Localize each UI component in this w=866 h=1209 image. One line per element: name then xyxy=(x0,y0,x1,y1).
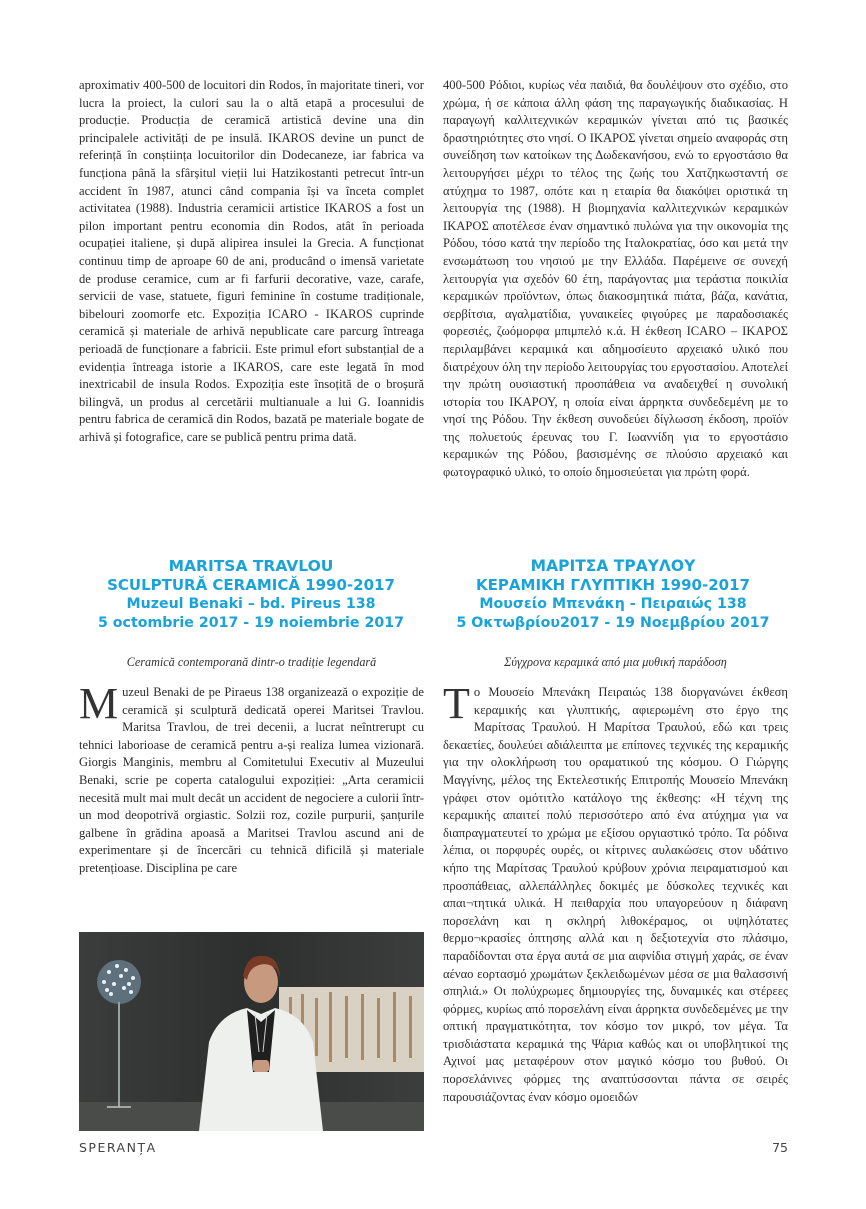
page-number: 75 xyxy=(772,1140,788,1155)
article-text-gr: ο Μουσείο Μπενάκη Πειραιώς 138 διοργανώνει έκθεση κεραμικής και γλυπτικής, αφιερωμένη στο έργο της Μαρίτσας Τραυλού. Η Μαρίτσα Τραυλού, εδώ και τρεις δεκαετίες, δουλεύει αδιάλειπτα με επίπονες τεχνικές της κεραμικής για την ολοκλήρωση του οραματικού της κόσμου. Ο Γιώργης Μαγγίνης, μέλος της Εκτελεστικής Επιτροπής Μουσείο Μπενάκη γράφει στον ομότιτλο κατάλογο της έκθεσης: «Η τέχνη της κεραμικής απαιτεί πολύ περισσότερο από ένα ατύχημα για να διαπραγματευτεί το χρώμα με εξίσου οργιαστικό τρόπο. Τα ρόδινα λέπια, οι πορφυρές ουρές, οι κίτρινες αυλακώσεις στον υδάτινο κήπο της Μαρίτσας Τραυλού κρύβουν χρόνια πειραματισμού και προσπάθειας, αλλεπάλληλες δοκιμές με δύσκολες τεχνικές και απαι¬τητικά υλικά. Η πειθαρχία που υπαγορεύουν η διάφανη πορσελάνη και η σκληρή λιθοκέραμος, οι υψηλότατες θερμο¬κρασίες όπτησης αλλά και η δεξιοτεχνία στο πλάσιμο, παραδίδονται στα έργα αυτά σε μια αιφνίδια στιγμή χαράς, σε έναν αέναο εορτασμό χρωμάτων ξεκλειδωμένων μέσα σε μια θαλασσινή σπηλιά.» Οι πολύχρωμες δημιουργίες της, δυναμικές και στέρεες φόρμες, κυρίως από πορσελάνη είναι άρρηκτα συνδεδεμένες με την οπτική πραγματικότητα, τον κόσμο τον μικρό, τον μέγα. Τα τρισδιάστατα κεραμικά της Ψάρια καθώς και οι υποβλητικοί της Αχινοί μας μεταφέρουν στον μαγικό κόσμο του βυθού. Οι πορσελάνινες φόρμες της αναπτύσσονται πάντα σε σειρές παρουσιάζοντας έναν κόσμο ομοειδών xyxy=(443,685,788,1104)
artist-photo-illustration xyxy=(79,932,424,1131)
drop-cap: M xyxy=(79,684,119,728)
article-subtitle-ro: SCULPTURĂ CERAMICĂ 1990-2017 xyxy=(107,576,395,594)
top-left-paragraph: aproximativ 400-500 de locuitori din Rodos, în majoritate tineri, vor lucra la proiect, la culori sau la o altă etapă a procesului de producție. Producția de ceramică artistică devine una din principalele activități de pe insulă. IKAROS devine un punct de referință în conștiința locuitorilor din Dodecaneze, iar fabrica va funcționa până la sfârșitul vieții lui Hatzikostanti petrecut într-un accident în 1987, atunci când compania își va înceta complet activitatea (1988). Industria ceramicii artistice IKAROS a fost un pilon important pentru economia din Rodos, atât în perioada ocupației italiene, și după alipirea insulei la Grecia. A funcționat continuu timp de aproape 60 de ani, producând o imensă varietate de produse ceramice, cum ar fi farfurii decorative, vaze, carafe, servicii de vase, statuete, figuri feminine în costume tradiționale, bibelouri zoomorfe etc. Expoziția ICARO - IKAROS cuprinde ceramică și materiale de arhivă nepublicate care parcurg întreaga perioadă de funcționare a fabricii. Este primul efort substanțial de a evidenția întreaga istorie a IKAROS, care este legată în mod inextricabil de insula Rodos. Expoziția este însoțită de o broșură bilingvă, un produs al cercetării multianuale a lui G. Ioannidis pentru fabrica de ceramică din Rodos, bazată pe materiale bogate de arhivă și fotografice, care se publică pentru prima dată. xyxy=(79,78,424,444)
article-body-gr xyxy=(443,684,788,1136)
top-right-paragraph: 400-500 Ρόδιοι, κυρίως νέα παιδιά, θα δουλέψουν στο σχέδιο, στο χρώμα, ή σε κάποια άλλη φάση της παραγωγικής διαδικασίας. Η παραγωγή καλλιτεχνικών κεραμικών γίνεται από τις βασικές δραστηριότητες στο νησί. Ο ΙΚΑΡΟΣ γίνεται σημείο αναφοράς στη συνείδηση των κατοίκων της Δωδεκανήσου, ενώ το εργοστάσιο θα λειτουργήσει μέχρι το τέλος της ζωής του Χατζηκωσταντή σε ατύχημα το 1987, οπότε και η εταιρία θα διακόψει οριστικά τη λειτουργία της (1988). Η βιομηχανία καλλιτεχνικών κεραμικών ΙΚΑΡΟΣ αποτέλεσε έναν σημαντικό πυλώνα για την οικονομία της Ρόδου, τόσο κατά την περίοδο της Ιταλοκρατίας, όσο και μετά την ενσωμάτωση του νησιού με την Ελλάδα. Παρέμεινε σε συνεχή λειτουργία για σχεδόν 60 έτη, παράγοντας μια τεράστια ποικιλία κεραμικών προϊόντων, όπως διακοσμητικά πιάτα, βάζα, κανάτια, σερβίτσια, αγαλματίδια, γυναικείες φιγούρες με παραδοσιακές φορεσιές, ζωόμορφα μπιμπελό κ.ά. Η έκθεση ICARO – ΙΚΑΡΟΣ περιλαμβάνει κεραμικά και αδημοσίευτο αρχειακό υλικό που διατρέχουν όλη την περίοδο λειτουργίας του εργοστασίου. Αποτελεί την πρώτη ουσιαστική προσπάθεια να αναδειχθεί η συνολική ιστορία του ΙΚΑΡΟΥ, η οποία είναι άρρηκτα συνδεδεμένη με το νησί της Ρόδου. Την έκθεση συνοδεύει δίγλωσση έκδοση, προϊόν της πολυετούς έρευνας του Γ. Ιωαννίδη για το εργοστάσιο κεραμικών της Ρόδου, βασισμένης σε πλούσιο αρχειακό και φωτογραφικό υλικό, το οποίο δημοσιεύεται για πρώτη φορά. xyxy=(443,78,788,480)
artist-photo xyxy=(79,932,424,1131)
article-text-ro: uzeul Benaki de pe Piraeus 138 organizează o expoziție de ceramică și sculptură dedicată operei Maritsei Travlou. Maritsa Travlou, de trei decenii, a lucrat neîntrerupt cu tehnici laborioase de ceramică pentru a-și realiza lumea vizionară. Giorgis Manginis, membru al Comitetului Executiv al Muzeului Benaki, scrie pe coperta catalogului expoziției: „Arta ceramicii necesită mult mai mult decât un accident de negociere a culorii într-un mod deopotrivă orgiastic. Solzii roz, cozile purpurii, șanțurile galbene în grădina apoasă a Maritsei Travlou ascund ani de experimentare și de încercări cu tehnică dificilă și materiale pretențioase. Disciplina pe care xyxy=(79,685,424,875)
article-tagline-ro: Ceramică contemporană dintr-o tradiție legendară xyxy=(126,655,377,669)
magazine-name: SPERANȚA xyxy=(79,1140,157,1155)
article-body-ro xyxy=(79,684,424,916)
article-title-ro: MARITSA TRAVLOU xyxy=(168,557,334,575)
article-subtitle-gr: ΚΕΡΑΜΙΚΗ ΓΛΥΠΤΙΚΗ 1990-2017 xyxy=(476,576,750,594)
article-venue-gr: Μουσείο Μπενάκη - Πειραιώς 138 xyxy=(479,596,747,612)
article-venue-ro: Muzeul Benaki – bd. Pireus 138 xyxy=(126,596,376,612)
top-right-column xyxy=(443,77,788,482)
article-heading-ro xyxy=(70,556,432,633)
article-tagline-gr: Σύγχρονα κεραμικά από μια μυθική παράδοση xyxy=(504,655,727,669)
drop-cap: Τ xyxy=(443,684,470,728)
article-heading-gr xyxy=(432,556,794,633)
top-left-column xyxy=(79,77,424,446)
article-dates-gr: 5 Οκτωβρίου2017 - 19 Νοεμβρίου 2017 xyxy=(456,615,770,631)
article-title-gr: ΜΑΡΙΤΣΑ ΤΡΑΥΛΟΥ xyxy=(530,557,696,575)
article-dates-ro: 5 octombrie 2017 - 19 noiembrie 2017 xyxy=(98,615,404,631)
